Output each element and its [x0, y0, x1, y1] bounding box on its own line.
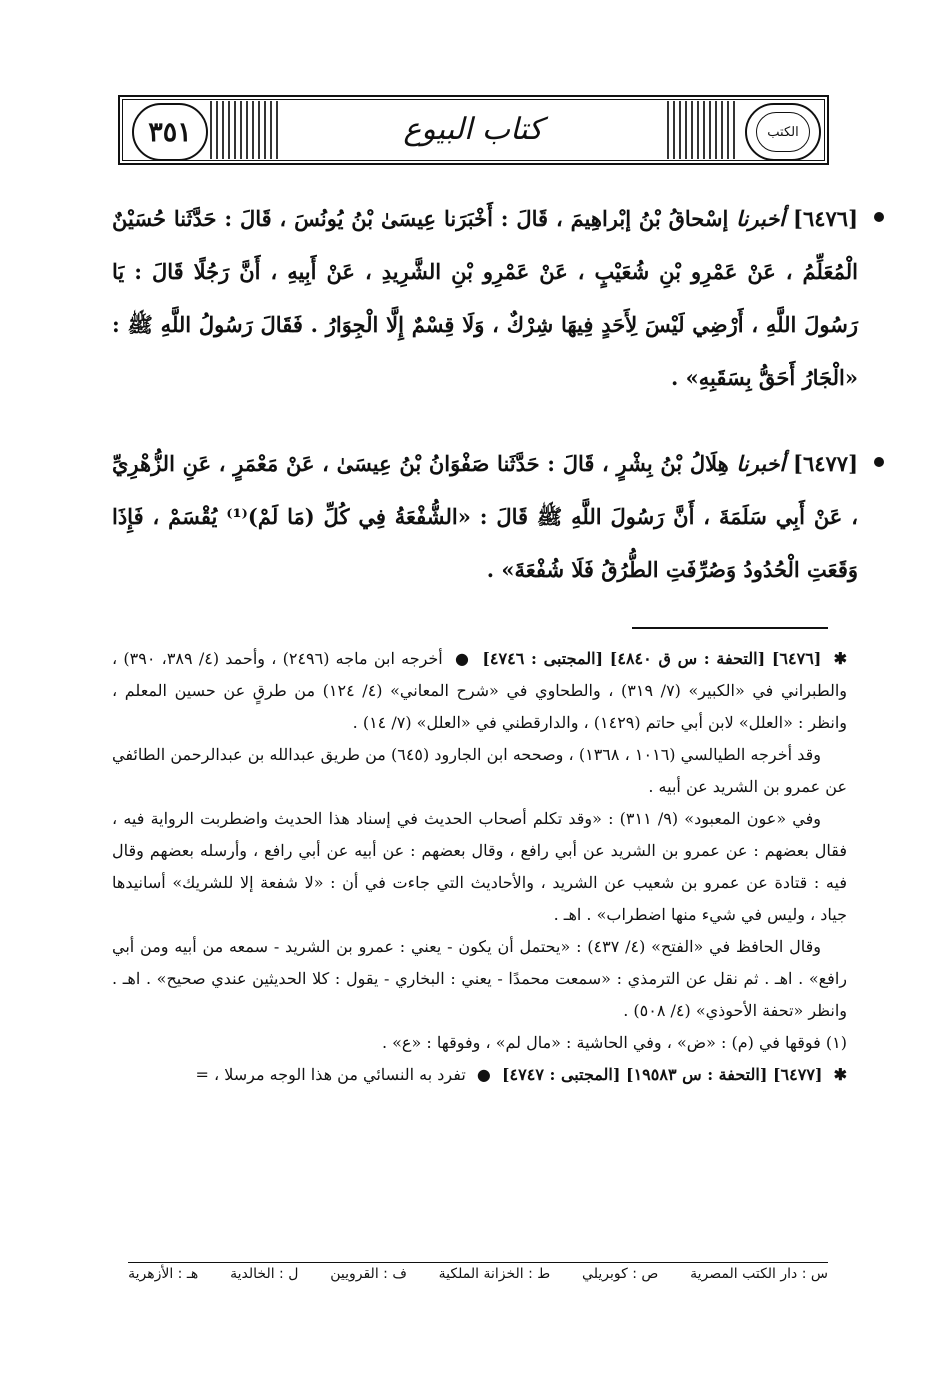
- note-paragraph: وقد أخرجه الطيالسي (١٠١٦ ، ١٣٦٨) ، وصححه ابن الجارود (٦٤٥) من طريق عبدالله بن عبدالرحمن الطائفي عن عمرو بن الشريد عن أبيه .: [112, 745, 847, 796]
- book-title: كتاب البيوع: [403, 111, 543, 147]
- note-body: تفرد به النسائي من هذا الوجه مرسلا ، =: [195, 1065, 466, 1084]
- note-6476: [112, 643, 847, 739]
- footnotes: [112, 643, 847, 1091]
- akhbarana-word: أخبرنا: [736, 451, 786, 476]
- dot-icon: ●: [476, 1065, 491, 1084]
- hadith-body: هِلَالُ بْنُ بِشْرٍ ، قَالَ : حَدَّثَنا صَفْوَانُ بْنُ عِيسَىٰ ، عَنْ مَعْمَرٍ ، عَنِ الزُّهْرِيِّ ، عَنْ أَبِي سَلَمَةَ ، أَنَّ رَسُولَ اللَّهِ ﷺ قَالَ :: [112, 451, 858, 529]
- footnote-1: (١) فوقها في (م) : «ض» ، وفي الحاشية : «مال لم» ، وفوقها : «ع» .: [381, 1033, 847, 1052]
- notes-separator: [632, 627, 828, 629]
- dot-icon: ●: [455, 649, 471, 668]
- manuscript-sigla: [128, 1266, 828, 1282]
- note-paragraph: وفي «عون المعبود» (٩/ ٣١١) : «وقد تكلم أصحاب الحديث في إسناد هذا الحديث واضطربت الرواية فيه ، فقال بعضهم : عن عمرو بن الشريد عن أبي رافع ، وقال بعضهم : عن أبيه عن أبي رافع ، وأرسله بعضهم وقال فيه : قتادة عن عمرو بن شعيب عن الشريد ، والأحاديث التي جاءت في أن : «لا شفعة إلا للشريك» أسانيدها جياد ، وليس في شيء منها اضطراب» . اهـ .: [112, 809, 847, 924]
- asterisk-icon: ✱: [833, 649, 848, 668]
- hadith-quote: «الْجَارُ أَحَقُّ بِسَقَبِهِ» .: [671, 365, 858, 390]
- asterisk-icon: ✱: [833, 1065, 847, 1084]
- hadith-6476: [112, 192, 858, 404]
- page-number: ٣٥١: [148, 116, 192, 148]
- bullet-icon: [874, 457, 884, 467]
- hadith-number: [٦٤٧٦]: [793, 206, 858, 231]
- note-paragraph: وقال الحافظ في «الفتح» (٤/ ٤٣٧) : «يحتمل أن يكون - يعني : عمرو بن الشريد - سمعه من أبيه ومن أبي رافع» . اهـ . ثم نقل عن الترمذي : «سمعت محمدًا - يعني : البخاري - يقول : كلا الحديثين عندي صحيح» . اهـ . وانظر «تحفة الأحوذي» (٤/ ٥٠٨) .: [112, 937, 847, 1020]
- siglum: س : دار الكتب المصرية: [690, 1266, 828, 1282]
- page-header: [118, 95, 829, 165]
- note-6477: [112, 1059, 847, 1091]
- bullet-icon: [874, 212, 884, 222]
- emblem-logo-icon: الكتب: [756, 112, 810, 152]
- note-reference: [٦٤٧٦] [التحفة : س ق ٤٨٤٠] [المجتبى : ٤٧٤٦]: [482, 649, 822, 668]
- page-number-cartouche: [132, 103, 208, 161]
- siglum: هـ : الأزهرية: [128, 1266, 199, 1282]
- hadith-text: [112, 437, 858, 596]
- ornament-strip-left: [210, 101, 280, 159]
- hadith-quote: «الشُّفْعَةُ فِي كُلِّ (مَا لَمْ)⁽¹⁾ يُقْسَمْ ، فَإِذَا وَقَعَتِ الْحُدُودُ وَصُرِّفَتِ الطُّرُقُ فَلَا شُفْعَةَ» .: [112, 504, 858, 582]
- hadith-body: إسْحاقُ بْنُ إبْراهِيمَ ، قَالَ : أَخْبَرَنا عِيسَىٰ بْنُ يُونُسَ ، قَالَ : حَدَّثَنا حُسَيْنٌ الْمُعَلِّمُ ، عَنْ عَمْرِو بْنِ شُعَيْبٍ ، عَنْ عَمْرِو بْنِ الشَّرِيدِ ، عَنْ أَبِيهِ ، أَنَّ رَجُلًا قَالَ : يَا رَسُولَ اللَّهِ ، أَرْضِي لَيْسَ لِأَحَدٍ فِيهَا شِرْكٌ ، وَلَا قِسْمٌ إِلَّا الْجِوَارُ . فَقَالَ رَسُولُ اللَّهِ ﷺ :: [112, 206, 858, 337]
- hadith-6477: [112, 437, 858, 596]
- hadith-text: [112, 192, 858, 404]
- footer-rule: [128, 1262, 828, 1263]
- siglum: ص : كوبريلي: [582, 1266, 659, 1282]
- note-body: أخرجه ابن ماجه (٢٤٩٦) ، وأحمد (٤/ ٣٨٩، ٣٩٠) ، والطبراني في «الكبير» (٧/ ٣١٩) ، والطحاوي في «شرح المعاني» (٤/ ١٢٤) من طرقٍ عن حسين المعلم ، وانظر : «العلل» لابن أبي حاتم (١٤٢٩) ، والدارقطني في «العلل» (٧/ ١٤) .: [112, 649, 848, 732]
- ornament-strip-right: [667, 101, 737, 159]
- hadith-number: [٦٤٧٧]: [793, 451, 859, 476]
- siglum: ل : الخالدية: [230, 1266, 299, 1282]
- note-reference: [٦٤٧٧] [التحفة : س ١٩٥٨٣] [المجتبى : ٤٧٤٧]: [501, 1065, 823, 1084]
- publisher-emblem: [745, 103, 821, 161]
- akhbarana-word: أخبرنا: [736, 206, 786, 231]
- siglum: ط : الخزانة الملكية: [438, 1266, 551, 1282]
- siglum: ف : القرويين: [330, 1266, 407, 1282]
